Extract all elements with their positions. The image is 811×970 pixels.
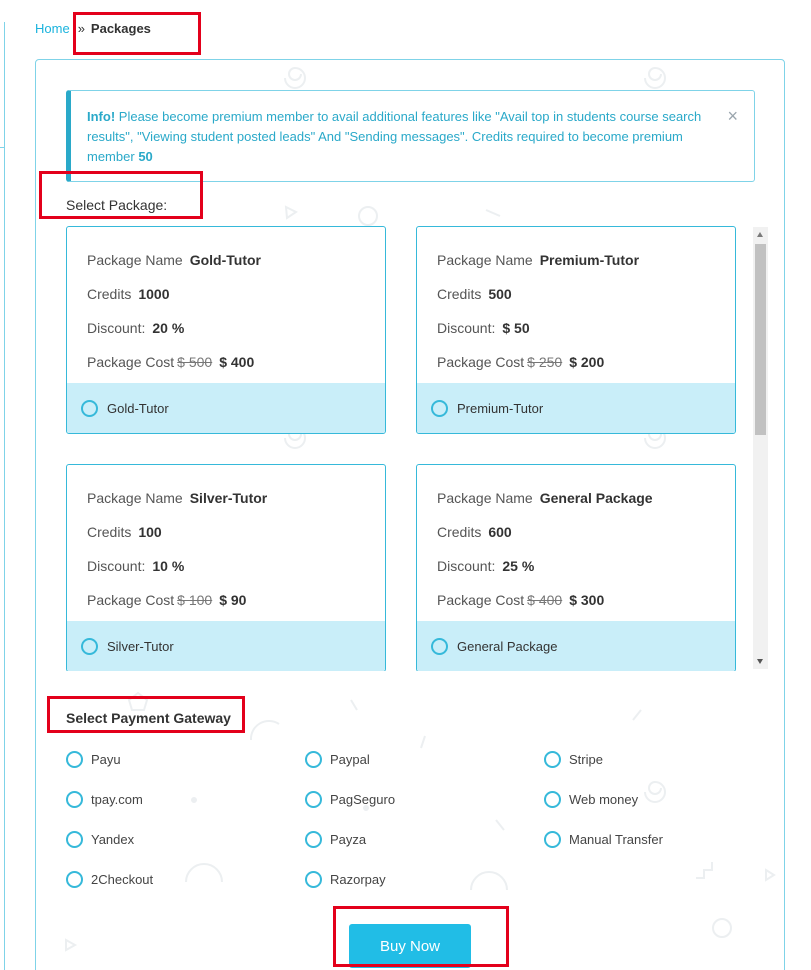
scroll-down-arrow-icon[interactable]	[757, 659, 763, 664]
radio-button[interactable]	[66, 871, 83, 888]
packages-scrollbar[interactable]	[753, 227, 768, 669]
radio-button[interactable]	[81, 638, 98, 655]
info-alert	[66, 90, 755, 182]
package-old-price: $ 250	[527, 354, 563, 370]
scroll-up-arrow-icon[interactable]	[757, 232, 763, 237]
info-prefix: Info!	[87, 109, 116, 124]
gateway-label[interactable]: Yandex	[91, 832, 135, 847]
package-price: $ 400	[219, 354, 255, 370]
radio-button[interactable]	[305, 871, 322, 888]
package-name-row	[437, 490, 653, 506]
gateway-option-stripe[interactable]	[544, 751, 603, 768]
package-credits-value: 500	[488, 286, 512, 302]
left-panel-divider	[0, 147, 5, 148]
gateway-option-razorpay[interactable]	[305, 871, 386, 888]
package-cost-row	[437, 354, 604, 370]
package-radio-label[interactable]: Silver-Tutor	[107, 638, 174, 654]
package-cost-key: Package Cost	[437, 354, 525, 370]
package-credits-key: Credits	[437, 524, 482, 540]
package-discount-key: Discount:	[87, 558, 146, 574]
close-icon[interactable]: ×	[727, 106, 738, 126]
radio-button[interactable]	[305, 791, 322, 808]
package-discount-row	[87, 320, 184, 336]
gateway-label[interactable]: Stripe	[569, 752, 603, 767]
radio-button[interactable]	[305, 831, 322, 848]
info-message: Please become premium member to avail additional features like "Avail top in students course search results", "Viewing student posted leads" And "Sending messages". Credits required to become premium member	[87, 109, 702, 164]
package-credits-value: 600	[488, 524, 512, 540]
package-price: $ 90	[219, 592, 247, 608]
package-discount-value: 25 %	[502, 558, 535, 574]
gateway-label[interactable]: Manual Transfer	[569, 832, 663, 847]
package-credits-row	[437, 286, 512, 302]
package-discount-value: $ 50	[502, 320, 530, 336]
package-cost-row	[87, 592, 246, 608]
package-credits-value: 1000	[138, 286, 170, 302]
package-old-price: $ 100	[177, 592, 213, 608]
package-card-premium-tutor[interactable]	[416, 226, 736, 434]
package-credits-value: 100	[138, 524, 162, 540]
gateway-label[interactable]: Web money	[569, 792, 639, 807]
package-name-key: Package Name	[87, 252, 183, 268]
package-credits-key: Credits	[87, 524, 132, 540]
package-discount-row	[437, 558, 534, 574]
scrollbar-thumb[interactable]	[755, 244, 766, 435]
package-radio-label[interactable]: General Package	[457, 638, 558, 654]
left-panel-edge	[0, 22, 5, 970]
radio-button[interactable]	[431, 638, 448, 655]
package-name-value: Gold-Tutor	[189, 252, 261, 268]
info-credits-required: 50	[138, 149, 153, 164]
radio-button[interactable]	[544, 791, 561, 808]
package-name-row	[437, 252, 639, 268]
gateway-label[interactable]: Payza	[330, 832, 367, 847]
gateway-option-yandex[interactable]	[66, 831, 134, 848]
breadcrumb-current: Packages	[90, 21, 151, 36]
package-old-price: $ 400	[527, 592, 563, 608]
select-payment-gateway-label: Select Payment Gateway	[66, 710, 231, 726]
package-credits-row	[87, 286, 170, 302]
package-price: $ 200	[569, 354, 605, 370]
gateway-option-paypal[interactable]	[305, 751, 370, 768]
package-card-gold-tutor[interactable]	[66, 226, 386, 434]
package-name-key: Package Name	[437, 252, 533, 268]
gateway-option-tpay[interactable]	[66, 791, 143, 808]
package-cost-row	[87, 354, 254, 370]
package-card-silver-tutor[interactable]	[66, 464, 386, 671]
package-discount-key: Discount:	[437, 320, 496, 336]
breadcrumb-separator: »	[77, 21, 85, 36]
package-credits-key: Credits	[87, 286, 132, 302]
breadcrumb	[35, 21, 151, 36]
package-discount-row	[87, 558, 184, 574]
radio-button[interactable]	[66, 751, 83, 768]
breadcrumb-home-link[interactable]: Home	[35, 21, 70, 36]
package-old-price: $ 500	[177, 354, 213, 370]
package-name-value: General Package	[539, 490, 653, 506]
gateway-option-manual-transfer[interactable]	[544, 831, 663, 848]
gateway-label[interactable]: 2Checkout	[91, 872, 154, 887]
package-radio-option[interactable]	[417, 383, 735, 433]
radio-button[interactable]	[544, 751, 561, 768]
gateway-option-web-money[interactable]	[544, 791, 638, 808]
package-discount-key: Discount:	[437, 558, 496, 574]
buy-now-button[interactable]: Buy Now	[349, 924, 471, 968]
radio-button[interactable]	[431, 400, 448, 417]
packages-list	[66, 225, 772, 671]
gateway-label[interactable]: Payu	[91, 752, 121, 767]
package-discount-value: 10 %	[152, 558, 185, 574]
gateway-option-2checkout[interactable]	[66, 871, 153, 888]
radio-button[interactable]	[66, 791, 83, 808]
package-discount-value: 20 %	[152, 320, 185, 336]
package-cost-row	[437, 592, 604, 608]
package-name-row	[87, 490, 267, 506]
gateway-option-payu[interactable]	[66, 751, 121, 768]
package-radio-label[interactable]: Premium-Tutor	[457, 400, 544, 416]
package-radio-option[interactable]	[417, 621, 735, 671]
radio-button[interactable]	[544, 831, 561, 848]
package-cost-key: Package Cost	[87, 592, 175, 608]
gateway-label[interactable]: PagSeguro	[330, 792, 396, 807]
gateway-label[interactable]: Razorpay	[330, 872, 386, 887]
packages-panel	[35, 59, 785, 970]
package-radio-option[interactable]	[67, 621, 385, 671]
gateway-option-payza[interactable]	[305, 831, 366, 848]
package-cost-key: Package Cost	[437, 592, 525, 608]
select-package-label: Select Package:	[66, 197, 168, 213]
package-credits-row	[437, 524, 512, 540]
radio-button[interactable]	[81, 400, 98, 417]
package-card-general-package[interactable]	[416, 464, 736, 671]
package-name-value: Silver-Tutor	[189, 490, 268, 506]
package-name-key: Package Name	[437, 490, 533, 506]
gateway-option-pagseguro[interactable]	[305, 791, 395, 808]
package-radio-label[interactable]: Gold-Tutor	[107, 400, 169, 416]
package-discount-row	[437, 320, 530, 336]
package-name-value: Premium-Tutor	[539, 252, 640, 268]
package-radio-option[interactable]	[67, 383, 385, 433]
package-discount-key: Discount:	[87, 320, 146, 336]
package-name-row	[87, 252, 261, 268]
package-name-key: Package Name	[87, 490, 183, 506]
package-price: $ 300	[569, 592, 605, 608]
gateway-label[interactable]: Paypal	[330, 752, 370, 767]
radio-button[interactable]	[305, 751, 322, 768]
package-credits-row	[87, 524, 162, 540]
radio-button[interactable]	[66, 831, 83, 848]
gateway-label[interactable]: tpay.com	[91, 792, 143, 807]
package-cost-key: Package Cost	[87, 354, 175, 370]
package-credits-key: Credits	[437, 286, 482, 302]
